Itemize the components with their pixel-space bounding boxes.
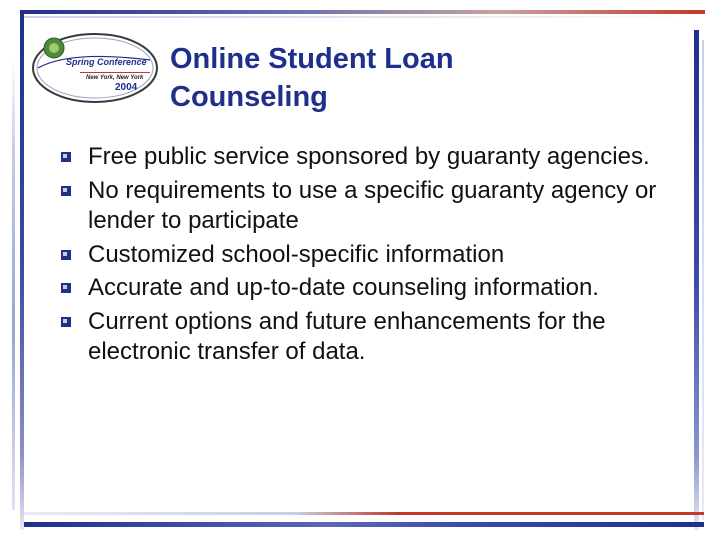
left-border-thin-bar bbox=[12, 60, 15, 510]
bullet-item bbox=[60, 307, 690, 368]
square-bullet-icon bbox=[61, 152, 71, 162]
bullet-list bbox=[60, 142, 690, 371]
conference-logo-graphic bbox=[30, 30, 160, 106]
square-bullet-icon bbox=[61, 317, 71, 327]
top-border-bar bbox=[20, 10, 705, 14]
bullet-text: No requirements to use a specific guaranty agency or lender to participate bbox=[88, 176, 657, 234]
bullet-item bbox=[60, 240, 690, 271]
bullet-text: Customized school-specific information bbox=[88, 240, 505, 268]
slide-title bbox=[170, 40, 670, 116]
bullet-item bbox=[60, 273, 690, 304]
right-border-thin-bar bbox=[702, 40, 704, 520]
bullet-item bbox=[60, 142, 690, 173]
bullet-text: Accurate and up-to-date counseling information. bbox=[88, 274, 599, 301]
bullet-text: Current options and future enhancements for the electronic transfer of data. bbox=[88, 307, 606, 365]
top-border-thin-bar bbox=[20, 16, 700, 18]
slide-title-line-1: Online Student Loan bbox=[170, 43, 454, 75]
square-bullet-icon bbox=[61, 283, 71, 293]
bullet-text: Free public service sponsored by guaranty agencies. bbox=[88, 143, 650, 170]
bottom-border-thin-bar bbox=[24, 512, 704, 515]
square-bullet-icon bbox=[61, 186, 71, 196]
bullet-item bbox=[60, 176, 690, 237]
right-border-bar bbox=[694, 30, 699, 530]
slide-title-line-2: Counseling bbox=[170, 81, 328, 113]
logo-year: 2004 bbox=[115, 82, 138, 93]
logo-conference-name: Spring Conference bbox=[66, 57, 147, 67]
square-bullet-icon bbox=[61, 250, 71, 260]
conference-logo bbox=[30, 30, 160, 106]
bottom-border-bar bbox=[24, 522, 704, 527]
logo-city: New York, New York bbox=[86, 75, 144, 81]
left-border-bar bbox=[20, 10, 24, 530]
